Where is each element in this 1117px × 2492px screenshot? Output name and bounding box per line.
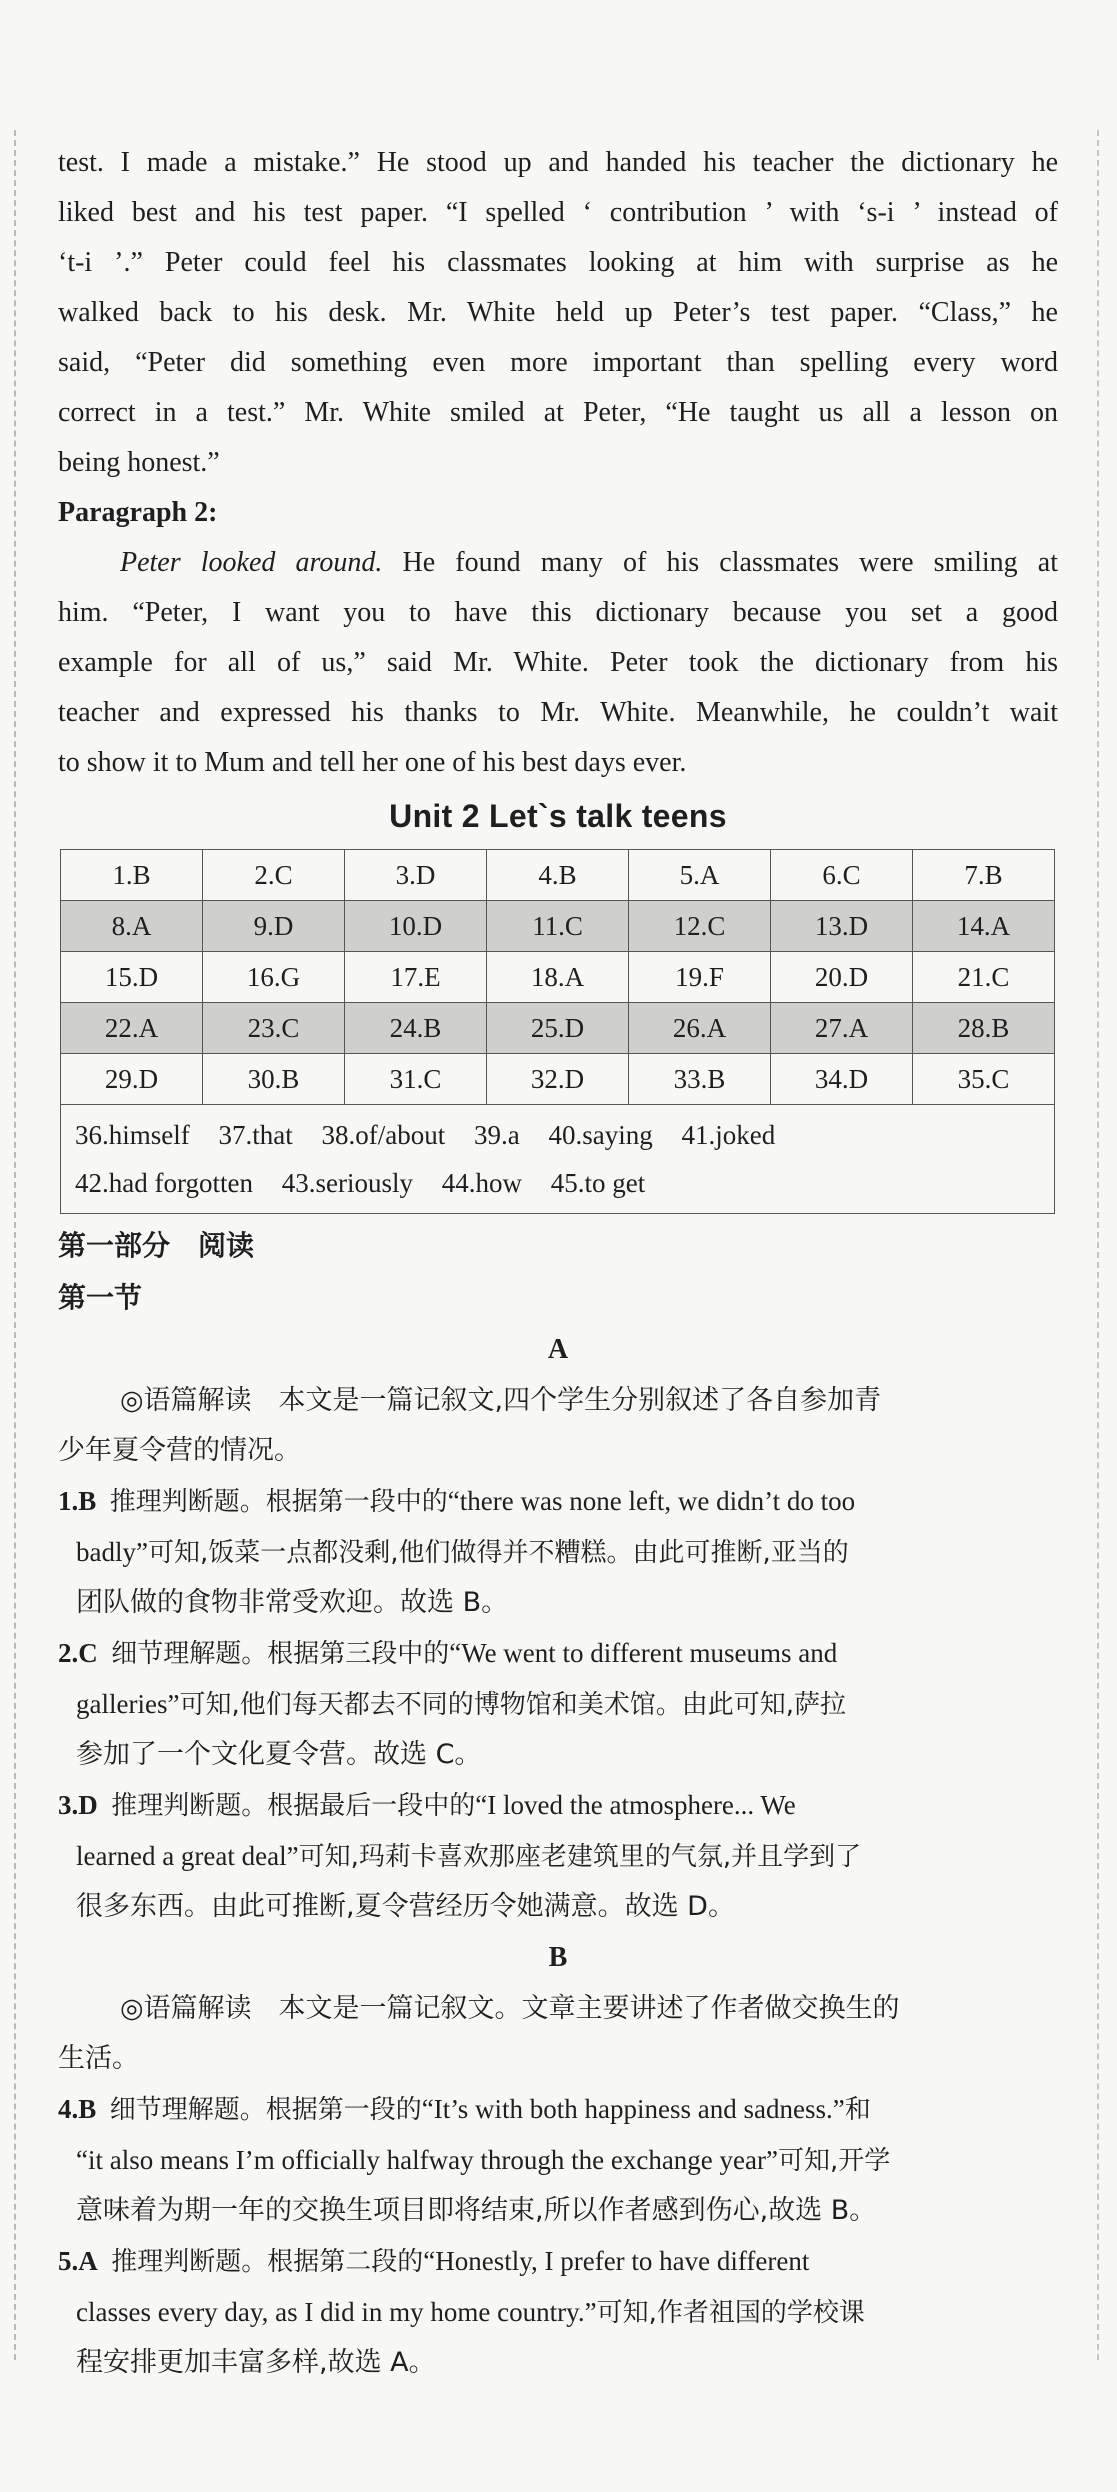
fill-answer: 36.himself (75, 1120, 190, 1150)
question-explanation (58, 2084, 1058, 2236)
answer-cell: 12.C (629, 901, 771, 952)
answer-cell: 35.C (913, 1054, 1055, 1105)
answer-cell: 1.B (61, 850, 203, 901)
question-explanation (58, 2236, 1058, 2388)
explanation-quote: badly” (76, 1537, 148, 1567)
answer-cell: 14.A (913, 901, 1055, 952)
question-explanation (58, 1780, 1058, 1932)
story-line: him. “Peter, I want you to have this dictionary because you set a good (58, 597, 1058, 628)
section-b-letter: B (548, 1942, 568, 1973)
story-line: liked best and his test paper. “I spelled ‘ contribution ’ with ‘s-i ’ instead of (58, 197, 1058, 228)
answer-cell: 8.A (61, 901, 203, 952)
explanation-quote: learned a great deal” (76, 1841, 299, 1871)
fill-in-answers-cell (61, 1105, 1055, 1214)
answer-row (61, 1003, 1055, 1054)
story-line: walked back to his desk. Mr. White held up Peter’s test paper. “Class,” he (58, 297, 1058, 328)
answer-cell: 6.C (771, 850, 913, 901)
page-content (58, 138, 1058, 2388)
answer-cell: 9.D (203, 901, 345, 952)
explanation-text: 可知,作者祖国的学校课 (596, 2298, 865, 2328)
explanation-text: 可知,饭菜一点都没剩,他们做得并不糟糕。由此可推断,亚当的 (147, 1538, 849, 1568)
story-line: test. I made a mistake.” He stood up and handed his teacher the dictionary he (58, 147, 1058, 178)
explanation-line: 很多东西。由此可推断,夏令营经历令她满意。故选 D。 (76, 1891, 735, 1922)
explanation-text: 推理判断题。根据第二段的 (111, 2247, 424, 2277)
answer-row (61, 952, 1055, 1003)
explanation-text: 细节理解题。根据第一段的 (109, 2095, 422, 2125)
answer-cell: 13.D (771, 901, 913, 952)
answer-cell: 2.C (203, 850, 345, 901)
explanation-quote: “it also means I’m officially halfway through the exchange year” (76, 2145, 778, 2175)
story-line: example for all of us,” said Mr. White. Peter took the dictionary from his (58, 647, 1058, 678)
answer-cell: 11.C (487, 901, 629, 952)
fill-in-line (75, 1111, 1040, 1159)
story-line (58, 538, 1058, 588)
explanation-text: 和 (844, 2095, 871, 2125)
explanation-line (58, 2287, 1058, 2338)
fill-answer: 44.how (441, 1168, 522, 1198)
answer-row (61, 850, 1055, 901)
story-line: ‘t-i ’.” Peter could feel his classmates looking at him with surprise as he (58, 247, 1058, 278)
story-line: being honest.” (58, 447, 220, 478)
explanation-quote: “Honestly, I prefer to have different (423, 2246, 810, 2276)
fill-answer: 40.saying (548, 1120, 653, 1150)
section-title: 第一节 (58, 1281, 143, 1314)
answer-cell: 3.D (345, 850, 487, 901)
explanation-quote: “We went to different museums and (449, 1638, 838, 1668)
explanation-line: 程安排更加丰富多样,故选 A。 (76, 2347, 436, 2378)
explanation-text: 细节理解题。根据第三段中的 (111, 1639, 450, 1669)
explanation-text: 推理判断题。根据最后一段中的 (111, 1791, 476, 1821)
passage-interpretation: ◎语篇解读 本文是一篇记叙文。文章主要讲述了作者做交换生的 (120, 1993, 900, 2024)
explanation-quote: “I loved the atmosphere... We (475, 1790, 796, 1820)
story-paragraph-2 (58, 538, 1058, 788)
story-line: to show it to Mum and tell her one of his best days ever. (58, 747, 687, 778)
answer-cell: 18.A (487, 952, 629, 1003)
answer-cell: 7.B (913, 850, 1055, 901)
explanation-line (58, 1831, 1058, 1882)
fill-answer: 43.seriously (281, 1168, 413, 1198)
answer-cell: 20.D (771, 952, 913, 1003)
answer-cell: 30.B (203, 1054, 345, 1105)
left-dashed-rule (14, 130, 16, 2360)
explanation-line (58, 2236, 1058, 2287)
explanation-text: 推理判断题。根据第一段中的 (109, 1487, 448, 1517)
answer-cell: 4.B (487, 850, 629, 901)
question-number: 2.C (58, 1638, 98, 1668)
fill-answer: 45.to get (550, 1168, 646, 1198)
answer-table (60, 849, 1055, 1214)
explanation-text: 可知,开学 (777, 2146, 891, 2176)
right-dashed-rule (1097, 130, 1099, 2360)
explanation-text: 可知,他们每天都去不同的博物馆和美术馆。由此可知,萨拉 (179, 1690, 846, 1720)
answer-cell: 34.D (771, 1054, 913, 1105)
fill-answer: 42.had forgotten (75, 1168, 253, 1198)
story-line: said, “Peter did something even more important than spelling every word (58, 347, 1058, 378)
explanation-line: 参加了一个文化夏令营。故选 C。 (76, 1739, 482, 1770)
fill-answer: 41.joked (681, 1120, 776, 1150)
explanation-line (58, 1527, 1058, 1578)
answer-cell: 19.F (629, 952, 771, 1003)
explanation-line (58, 1476, 1058, 1527)
fill-in-answers-row (61, 1105, 1055, 1214)
explanation-line (58, 1780, 1058, 1831)
answer-cell: 27.A (771, 1003, 913, 1054)
question-number: 3.D (58, 1790, 98, 1820)
answer-cell: 21.C (913, 952, 1055, 1003)
answer-cell: 33.B (629, 1054, 771, 1105)
story-line: teacher and expressed his thanks to Mr. White. Meanwhile, he couldn’t wait (58, 697, 1058, 728)
answer-cell: 26.A (629, 1003, 771, 1054)
explanation-line (58, 1679, 1058, 1730)
fill-answer: 38.of/about (321, 1120, 446, 1150)
answer-cell: 29.D (61, 1054, 203, 1105)
answer-cell: 5.A (629, 850, 771, 901)
answer-cell: 16.G (203, 952, 345, 1003)
unit-title: Unit 2 Let`s talk teens (389, 798, 727, 834)
answer-cell: 17.E (345, 952, 487, 1003)
explanation-line: 意味着为期一年的交换生项目即将结束,所以作者感到伤心,故选 B。 (76, 2195, 877, 2226)
question-number: 5.A (58, 2246, 98, 2276)
question-number: 1.B (58, 1486, 97, 1516)
fill-answer: 37.that (218, 1120, 293, 1150)
answer-cell: 31.C (345, 1054, 487, 1105)
answer-cell: 24.B (345, 1003, 487, 1054)
explanation-text: 可知,玛莉卡喜欢那座老建筑里的气氛,并且学到了 (298, 1842, 862, 1872)
story-paragraph-1 (58, 138, 1058, 488)
answer-cell: 22.A (61, 1003, 203, 1054)
paragraph-2-line-rest: He found many of his classmates were smiling at (382, 547, 1058, 578)
part-title: 第一部分 阅读 (58, 1229, 255, 1262)
question-number: 4.B (58, 2094, 97, 2124)
explanation-quote: classes every day, as I did in my home country.” (76, 2297, 597, 2327)
answer-cell: 25.D (487, 1003, 629, 1054)
fill-in-line (75, 1159, 1040, 1207)
paragraph-2-lead: Peter looked around. (120, 547, 383, 578)
explanation-line: 团队做的食物非常受欢迎。故选 B。 (76, 1587, 509, 1618)
answer-cell: 23.C (203, 1003, 345, 1054)
explanation-line (58, 2135, 1058, 2186)
fill-answer: 39.a (473, 1120, 520, 1150)
section-a-letter: A (547, 1334, 569, 1365)
answer-row (61, 901, 1055, 952)
paragraph-2-title: Paragraph 2: (58, 497, 218, 528)
story-line: correct in a test.” Mr. White smiled at Peter, “He taught us all a lesson on (58, 397, 1058, 428)
explanation-quote: galleries” (76, 1689, 180, 1719)
explanation-quote: “It’s with both happiness and sadness.” (421, 2094, 845, 2124)
passage-interpretation-cont: 生活。 (58, 2043, 139, 2074)
passage-interpretation: ◎语篇解读 本文是一篇记叙文,四个学生分别叙述了各自参加青 (120, 1385, 882, 1416)
explanation-line (58, 2084, 1058, 2135)
question-explanation (58, 1628, 1058, 1780)
answer-cell: 28.B (913, 1003, 1055, 1054)
question-explanation (58, 1476, 1058, 1628)
answer-row (61, 1054, 1055, 1105)
answer-cell: 15.D (61, 952, 203, 1003)
answer-cell: 10.D (345, 901, 487, 952)
explanation-quote: “there was none left, we didn’t do too (447, 1486, 856, 1516)
answer-cell: 32.D (487, 1054, 629, 1105)
explanation-line (58, 1628, 1058, 1679)
passage-interpretation-cont: 少年夏令营的情况。 (58, 1435, 301, 1466)
